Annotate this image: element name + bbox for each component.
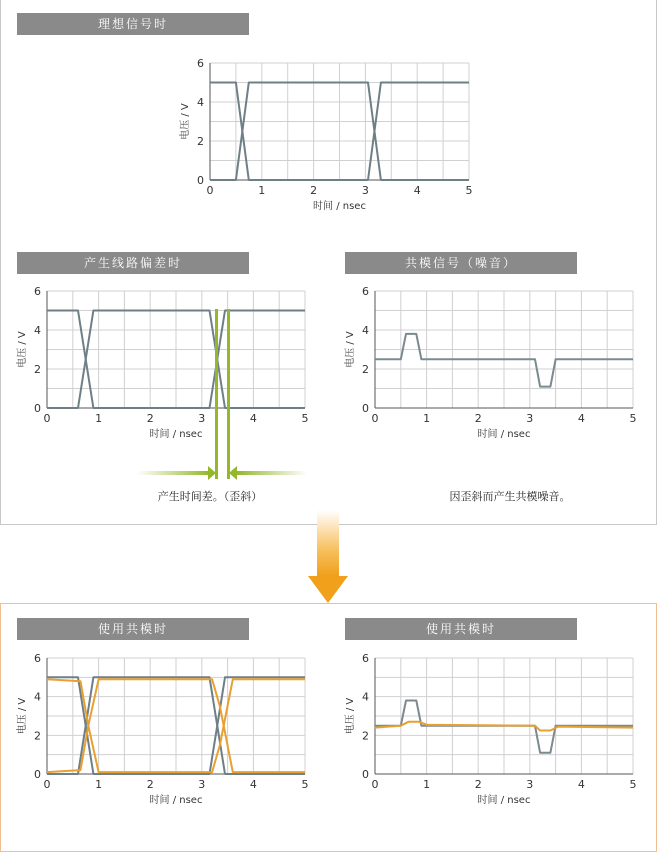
- x-tick-label: 5: [465, 184, 473, 197]
- skew-arrow-right-shaft: [237, 471, 307, 475]
- header-cm-left: 使用共模时: [17, 618, 249, 640]
- x-tick-label: 4: [577, 778, 585, 791]
- x-tick-label: 3: [526, 778, 534, 791]
- x-axis-label: 时间 / nsec: [149, 795, 203, 806]
- x-tick-label: 4: [413, 184, 421, 197]
- x-tick-label: 3: [198, 412, 206, 425]
- y-tick-label: 2: [197, 135, 204, 148]
- y-tick-label: 2: [362, 363, 369, 376]
- x-tick-label: 1: [423, 412, 431, 425]
- y-tick-label: 6: [34, 285, 41, 298]
- x-axis-label: 时间 / nsec: [313, 201, 366, 212]
- skew-arrow-left-shaft: [137, 471, 209, 475]
- x-tick-label: 2: [146, 778, 154, 791]
- x-axis-label: 时间 / nsec: [477, 429, 531, 440]
- x-tick-label: 5: [629, 778, 637, 791]
- y-tick-label: 6: [34, 652, 41, 665]
- y-tick-label: 0: [34, 768, 41, 781]
- down-arrow-head: [308, 576, 348, 603]
- x-tick-label: 3: [198, 778, 206, 791]
- skew-marker-left: [215, 309, 218, 479]
- x-tick-label: 5: [629, 412, 637, 425]
- y-tick-label: 2: [34, 729, 41, 743]
- x-tick-label: 5: [301, 778, 309, 791]
- x-tick-label: 5: [301, 412, 309, 425]
- y-tick-label: 6: [197, 57, 204, 70]
- x-tick-label: 3: [361, 184, 369, 197]
- y-tick-label: 0: [362, 402, 369, 415]
- caption-noise: 因歪斜而产生共模噪音。: [449, 490, 571, 503]
- y-axis-label: 电压 / V: [345, 331, 356, 368]
- y-axis-label: 电压 / V: [180, 103, 191, 140]
- y-tick-label: 4: [34, 690, 41, 704]
- x-tick-label: 0: [206, 184, 214, 197]
- x-tick-label: 0: [371, 778, 379, 791]
- y-axis-label: 电压 / V: [17, 697, 28, 735]
- x-axis-label: 时间 / nsec: [477, 795, 531, 806]
- y-tick-label: 6: [362, 652, 369, 665]
- caption-skew: 产生时间差。（歪斜）: [157, 490, 263, 503]
- header-ideal: 理想信号时: [17, 13, 249, 35]
- x-tick-label: 2: [146, 412, 154, 425]
- x-tick-label: 4: [249, 412, 257, 425]
- skew-arrow-left-head: [208, 466, 216, 480]
- x-tick-label: 4: [577, 412, 585, 425]
- x-tick-label: 3: [526, 412, 534, 425]
- x-tick-label: 1: [258, 184, 266, 197]
- x-tick-label: 2: [474, 778, 482, 791]
- y-tick-label: 4: [197, 96, 204, 109]
- x-tick-label: 0: [371, 412, 379, 425]
- skew-arrow-right-head: [229, 466, 237, 480]
- header-common-noise: 共模信号（噪音）: [345, 252, 577, 274]
- x-tick-label: 2: [474, 412, 482, 425]
- y-axis-label: 电压 / V: [345, 697, 356, 735]
- y-tick-label: 4: [362, 324, 369, 337]
- x-tick-label: 2: [310, 184, 318, 197]
- y-tick-label: 0: [197, 174, 204, 187]
- x-tick-label: 1: [95, 778, 103, 791]
- down-arrow-shaft: [317, 510, 339, 576]
- header-skew: 产生线路偏差时: [17, 252, 249, 274]
- y-tick-label: 2: [362, 729, 369, 743]
- x-tick-label: 0: [43, 412, 51, 425]
- x-tick-label: 1: [423, 778, 431, 791]
- skew-marker-right: [227, 309, 230, 479]
- x-axis-label: 时间 / nsec: [149, 429, 203, 440]
- y-tick-label: 0: [362, 768, 369, 781]
- y-tick-label: 4: [362, 690, 369, 704]
- y-tick-label: 6: [362, 285, 369, 298]
- x-tick-label: 4: [249, 778, 257, 791]
- y-tick-label: 0: [34, 402, 41, 415]
- y-tick-label: 4: [34, 324, 41, 337]
- x-tick-label: 1: [95, 412, 103, 425]
- y-axis-label: 电压 / V: [17, 331, 28, 368]
- header-cm-right: 使用共模时: [345, 618, 577, 640]
- x-tick-label: 0: [43, 778, 51, 791]
- y-tick-label: 2: [34, 363, 41, 376]
